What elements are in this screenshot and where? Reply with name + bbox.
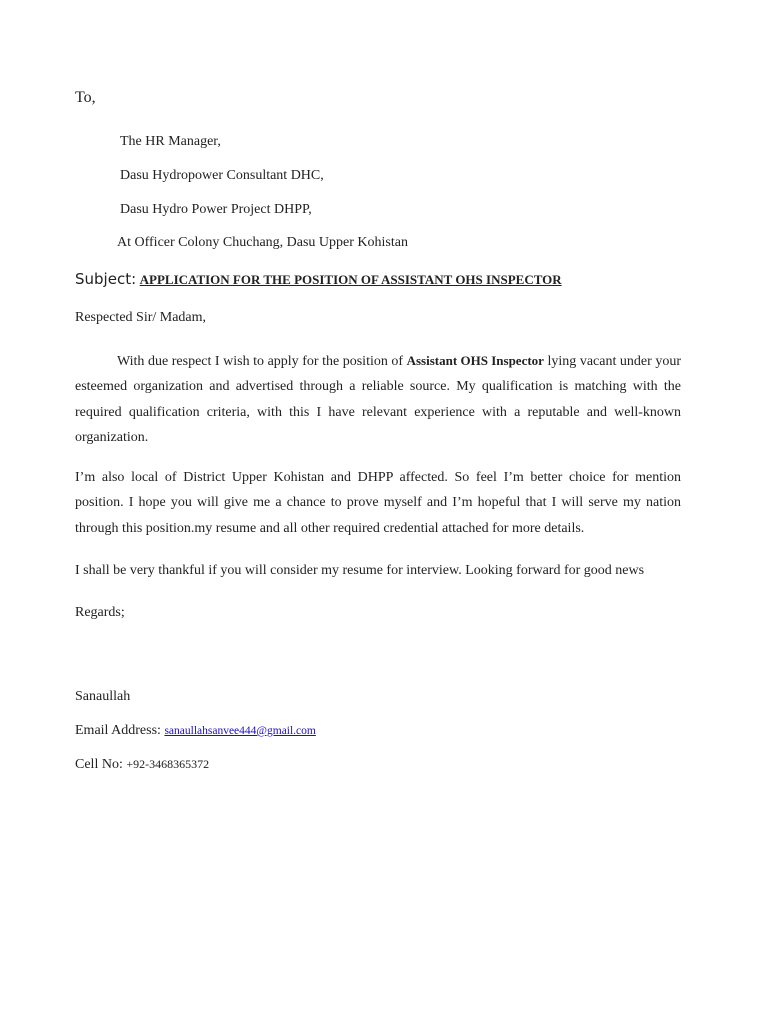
recipient-heading: To, (75, 89, 96, 106)
sender-name: Sanaullah (75, 689, 131, 704)
position-title: Assistant OHS Inspector (406, 353, 544, 368)
subject-label: Subject: (75, 270, 137, 288)
email-link[interactable]: sanaullahsanvee444@gmail.com (164, 725, 316, 737)
body-paragraph-3: I shall be very thankful if you will consider my resume for interview. Looking forward for good news (75, 563, 645, 578)
address-line-1: The HR Manager, (120, 134, 221, 149)
cell-number: +92-3468365372 (126, 757, 210, 771)
paragraph-1-intro: With due respect I wish to apply for the position of (117, 354, 407, 369)
email-line (75, 724, 316, 738)
email-label: Email Address: (75, 723, 165, 738)
subject-text: APPLICATION FOR THE POSITION OF ASSISTANT OHS INSPECTOR (139, 272, 562, 287)
closing: Regards; (75, 605, 125, 620)
paragraph-1-rest: lying vacant under your esteemed organization and advertised through a reliable source. My qualification is matching with the required qualification criteria, with this I have relevant experience with a reputable and well-known organization. (75, 354, 681, 445)
cell-line (75, 758, 209, 772)
body-paragraph-2: I’m also local of District Upper Kohistan and DHPP affected. So feel I’m better choice for mention position. I hope you will give me a chance to prove myself and I’m hopeful that I will serve my nation through this position.my resume and all other required credential attached for more details. (75, 470, 681, 536)
cell-label: Cell No: (75, 757, 127, 772)
body-paragraph-1 (75, 348, 681, 450)
address-line-3: Dasu Hydro Power Project DHPP, (120, 202, 312, 217)
address-line-4: At Officer Colony Chuchang, Dasu Upper Kohistan (117, 235, 408, 250)
salutation: Respected Sir/ Madam, (75, 310, 207, 325)
address-line-2: Dasu Hydropower Consultant DHC, (120, 168, 324, 183)
subject-line (75, 272, 562, 288)
